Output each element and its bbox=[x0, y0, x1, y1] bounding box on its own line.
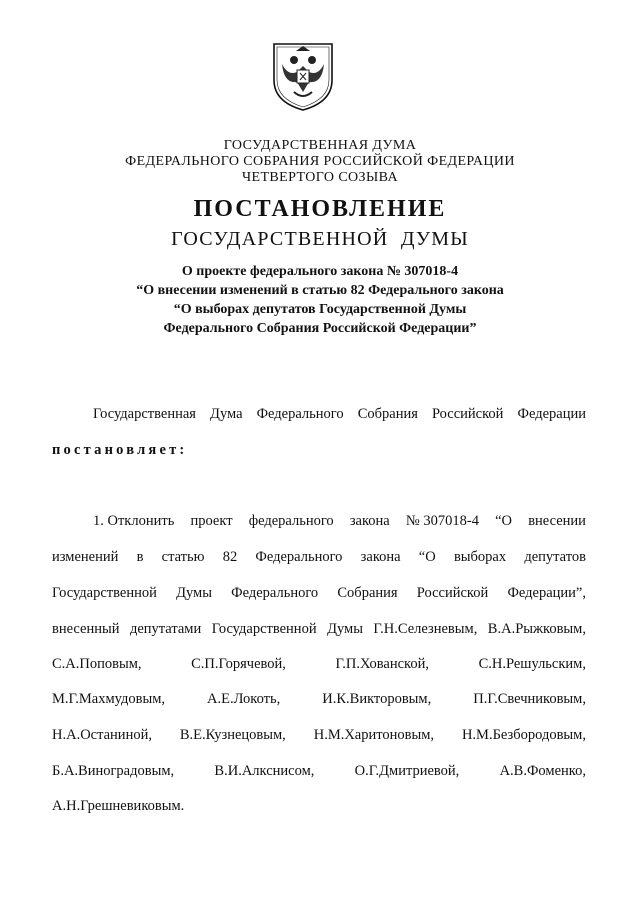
word: Федерации”, bbox=[507, 585, 586, 601]
deputy-name: М.Г.Махмудовым, bbox=[52, 691, 165, 707]
deputy-name: Н.М.Безбородовым, bbox=[461, 727, 586, 743]
word: депутатов bbox=[524, 549, 586, 565]
deputy-name: С.А.Поповым, bbox=[52, 656, 142, 672]
word: 82 bbox=[222, 549, 238, 565]
deputy-name: О.Г.Дмитриевой, bbox=[354, 763, 460, 779]
deputy-name: С.Н.Решульским, bbox=[478, 656, 586, 672]
deputy-name: С.П.Горячевой, bbox=[191, 656, 286, 672]
word: в bbox=[136, 549, 144, 565]
word: внесенный bbox=[52, 621, 120, 637]
word: Федерального bbox=[231, 585, 319, 601]
paragraph-1-line-2 bbox=[52, 549, 586, 566]
word: “О bbox=[418, 549, 436, 565]
intro-paragraph bbox=[93, 406, 586, 423]
subject-line-1: О проекте федерального закона № 307018-4 bbox=[181, 264, 459, 279]
deputy-name: Н.А.Останиной, bbox=[52, 727, 152, 743]
deputy-name: П.Г.Свечниковым, bbox=[473, 691, 586, 707]
word: закона bbox=[360, 549, 401, 565]
word: Дума bbox=[210, 406, 243, 422]
paragraph-1-line-6 bbox=[52, 691, 586, 708]
document-title: ПОСТАНОВЛЕНИЕ bbox=[193, 196, 447, 222]
deputy-name: Б.А.Виноградовым, bbox=[52, 763, 175, 779]
word: депутатами bbox=[129, 621, 202, 637]
word: В.А.Рыжковым, bbox=[487, 621, 586, 637]
deputy-name: В.Е.Кузнецовым, bbox=[179, 727, 286, 743]
word: выборах bbox=[453, 549, 507, 565]
word: Федерального bbox=[256, 406, 344, 422]
paragraph-1-line-9: А.Н.Грешневиковым. bbox=[52, 798, 185, 814]
paragraph-1-line-1 bbox=[93, 513, 586, 530]
word: внесении bbox=[528, 513, 586, 529]
paragraph-1-line-5 bbox=[52, 656, 586, 673]
paragraph-1-line-4 bbox=[52, 621, 586, 638]
deputy-name: А.В.Фоменко, bbox=[499, 763, 586, 779]
word: 1. Отклонить bbox=[93, 513, 175, 529]
paragraph-1-line-8 bbox=[52, 763, 586, 780]
word: Государственной bbox=[52, 585, 157, 601]
word: Российской bbox=[416, 585, 489, 601]
deputy-name: А.Е.Локоть, bbox=[207, 691, 281, 707]
word: изменений bbox=[52, 549, 119, 565]
word: Российской bbox=[431, 406, 504, 422]
word: Думы bbox=[176, 585, 212, 601]
word: статью bbox=[161, 549, 205, 565]
org-line-3: ЧЕТВЕРТОГО СОЗЫВА bbox=[242, 170, 398, 185]
word: Федерации bbox=[517, 406, 586, 422]
document-subtitle: ГОСУДАРСТВЕННОЙ ДУМЫ bbox=[171, 228, 469, 250]
org-line-2: ФЕДЕРАЛЬНОГО СОБРАНИЯ РОССИЙСКОЙ ФЕДЕРАЦИИ bbox=[125, 154, 515, 169]
org-line-1: ГОСУДАРСТВЕННАЯ ДУМА bbox=[223, 138, 417, 153]
word: № 307018-4 bbox=[405, 513, 479, 529]
subject-line-4: Федерального Собрания Российской Федерации” bbox=[163, 321, 477, 336]
word: федерального bbox=[248, 513, 334, 529]
word: Собрания bbox=[357, 406, 418, 422]
paragraph-1-line-3 bbox=[52, 585, 586, 602]
deputy-name: И.К.Викторовым, bbox=[322, 691, 432, 707]
coat-of-arms-emblem-icon bbox=[270, 40, 336, 112]
word: Г.Н.Селезневым, bbox=[373, 621, 478, 637]
word: “О bbox=[495, 513, 513, 529]
word: закона bbox=[349, 513, 390, 529]
deputy-name: Н.М.Харитоновым, bbox=[313, 727, 435, 743]
word: Федерального bbox=[255, 549, 343, 565]
word: проект bbox=[190, 513, 233, 529]
word: Собрания bbox=[337, 585, 398, 601]
subject-line-3: “О выборах депутатов Государственной Думы bbox=[173, 302, 467, 317]
resolves-word: постановляет: bbox=[52, 442, 188, 458]
deputy-name: Г.П.Хованской, bbox=[335, 656, 429, 672]
paragraph-1-line-7 bbox=[52, 727, 586, 744]
word: Государственная bbox=[93, 406, 196, 422]
word: Думы bbox=[327, 621, 363, 637]
word: Государственной bbox=[211, 621, 317, 637]
deputy-name: В.И.Алкснисом, bbox=[214, 763, 315, 779]
subject-line-2: “О внесении изменений в статью 82 Федерального закона bbox=[136, 283, 504, 298]
